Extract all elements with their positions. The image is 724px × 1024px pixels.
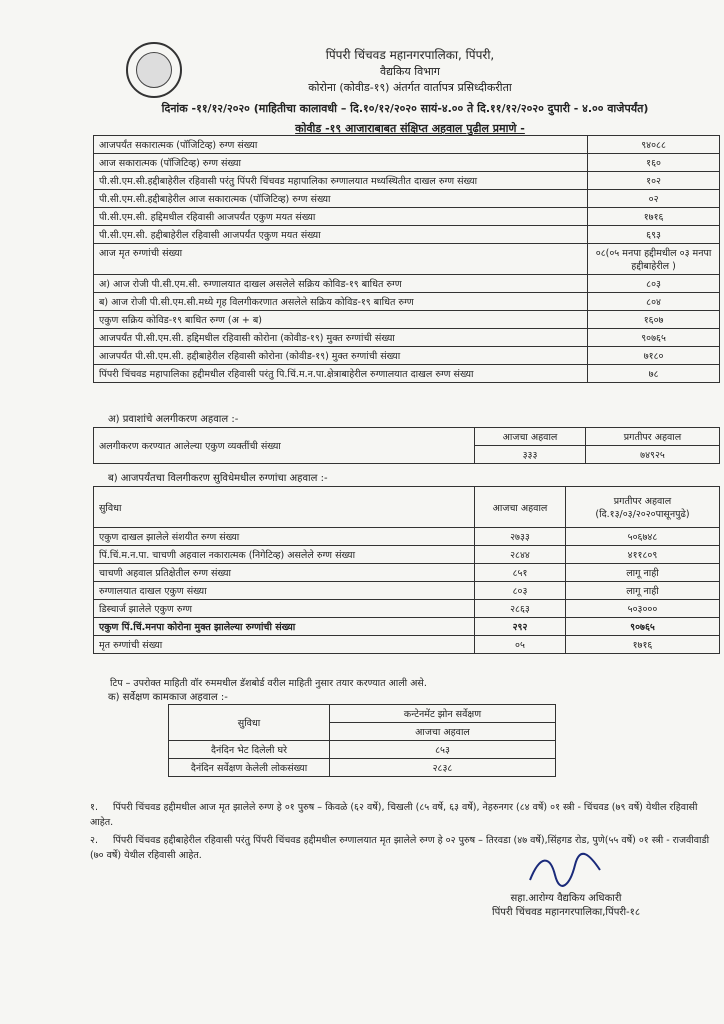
row-label: चाचणी अहवाल प्रतिक्षेतील रुग्ण संख्या: [94, 564, 475, 582]
survey-table: [168, 704, 556, 777]
row-today: २९२: [475, 618, 566, 636]
table-row: [94, 546, 720, 564]
isolation-today: ३३३: [475, 446, 586, 464]
row-label: पी.सी.एम.सी.हद्दीबाहेरील रहिवासी परंतु पिंपरी चिंचवड महापालिका रुग्णालयात मध्यस्थितीत दाखल रुग्ण संख्या: [94, 172, 588, 190]
row-today: ०५: [475, 636, 566, 654]
section-c-heading: क) सर्वेक्षण कामकाज अहवाल :-: [108, 692, 228, 703]
row-label: आज सकारात्मक (पॉजिटिव्ह) रुग्ण संख्या: [94, 154, 588, 172]
report-subtitle: कोवीड -१९ आजाराबाबत संक्षिप्त अहवाल पुढील प्रमाणे -: [295, 122, 525, 135]
row-today: २८४४: [475, 546, 566, 564]
table-row: [94, 190, 720, 208]
table-row: [169, 741, 556, 759]
row-progress: लागू नाही: [566, 582, 720, 600]
col-today-header: आजचा अहवाल: [475, 428, 586, 446]
row-label: मृत रुग्णांची संख्या: [94, 636, 475, 654]
row-today: ८५३: [330, 741, 556, 759]
row-label: पी.सी.एम.सी. हद्दीबाहेरील रहिवासी आजपर्यंत एकुण मयत संख्या: [94, 226, 588, 244]
row-label: दैनंदिन सर्वेक्षण केलेली लोकसंख्या: [169, 759, 330, 777]
row-value: ८०३: [588, 275, 720, 293]
table-row: [94, 329, 720, 347]
note-text: टिप – उपरोक्त माहिती वॉर रुममधील डॅशबोर्ड वरील माहिती नुसार तयार करण्यात आली असे.: [110, 678, 427, 689]
row-label: दैनंदिन भेट दिलेली घरे: [169, 741, 330, 759]
row-progress: ५०६७४८: [566, 528, 720, 546]
isolation-row-label: अलगीकरण करण्यात आलेल्या एकुण व्यक्तींची संख्या: [94, 428, 475, 464]
row-label: आज मृत रुग्णांची संख्या: [94, 244, 588, 275]
table-row: [94, 618, 720, 636]
handwritten-signature-icon: [520, 850, 610, 890]
row-progress: १७१६: [566, 636, 720, 654]
row-today: २७३३: [475, 528, 566, 546]
footnote-num: २.: [90, 835, 98, 846]
row-value: ७८: [588, 365, 720, 383]
col-group-header: कन्टेनमेंट झोन सर्वेक्षण: [330, 705, 556, 723]
table-row: [94, 293, 720, 311]
facility-table: [93, 486, 720, 654]
row-value: ०२: [588, 190, 720, 208]
row-label: एकुण सक्रिय कोविड-१९ बाधित रुग्ण (अ + ब): [94, 311, 588, 329]
row-label: पिं.चिं.म.न.पा. चाचणी अहवाल नकारात्मक (निगेटिव्ह) असलेले रुग्ण संख्या: [94, 546, 475, 564]
row-value: १७१६: [588, 208, 720, 226]
col-facility-header: सुविधा: [169, 705, 330, 741]
signature-block: [492, 890, 640, 918]
table-row: [94, 311, 720, 329]
table-row: [94, 244, 720, 275]
col-today-header: आजचा अहवाल: [475, 487, 566, 528]
row-value: ७१८०: [588, 347, 720, 365]
table-row: [94, 347, 720, 365]
row-today: ८०३: [475, 582, 566, 600]
section-b-heading: ब) आजपर्यंतचा विलगीकरण सुविधेमधील रुग्णांचा अहवाल :-: [108, 473, 328, 484]
row-value: १०२: [588, 172, 720, 190]
table-row: [94, 582, 720, 600]
row-label: पिंपरी चिंचवड महापालिका हद्दीमधील रहिवासी परंतु पि.चिं.म.न.पा.क्षेत्राबाहेरील रुग्णालयात दाखल रुग्ण संख्या: [94, 365, 588, 383]
pcmc-logo-icon: [126, 42, 182, 98]
row-value: ९०७६५: [588, 329, 720, 347]
row-progress: ५०३०००: [566, 600, 720, 618]
row-today: ८५१: [475, 564, 566, 582]
col-facility-header: सुविधा: [94, 487, 475, 528]
row-label: आजपर्यंत पी.सी.एम.सी. हद्दीबाहेरील रहिवासी कोरोना (कोवीड-१९) मुक्त रुग्णांची संख्या: [94, 347, 588, 365]
row-progress: ९०७६५: [566, 618, 720, 636]
col-today-header: आजचा अहवाल: [330, 723, 556, 741]
table-row: [94, 226, 720, 244]
row-label: रुग्णालयात दाखल एकुण संख्या: [94, 582, 475, 600]
table-row: [94, 172, 720, 190]
row-progress: लागू नाही: [566, 564, 720, 582]
row-label: आजपर्यंत पी.सी.एम.सी. हद्दिमधील रहिवासी कोरोना (कोवीड-१९) मुक्त रुग्णांची संख्या: [94, 329, 588, 347]
table-row: [94, 275, 720, 293]
table-row: [94, 136, 720, 154]
row-progress: ४११८०९: [566, 546, 720, 564]
isolation-progress: ७४९२५: [586, 446, 720, 464]
purpose-title: कोरोना (कोवीड-१९) अंतर्गत वार्तापत्र प्रसिध्दीकरीता: [308, 81, 512, 94]
table-row: [94, 600, 720, 618]
col-progress-header: प्रगतीपर अहवाल (दि.१३/०३/२०२०पासूनपुढे): [566, 487, 720, 528]
row-value: १६०: [588, 154, 720, 172]
row-label: एकुण दाखल झालेले संशयीत रुग्ण संख्या: [94, 528, 475, 546]
date-line: दिनांक -११/१२/२०२० (माहितीचा कालावधी – दि.१०/१२/२०२० सायं-४.०० ते दि.११/१२/२०२० दुपारी - ४.०० वाजेपर्यंत): [161, 102, 649, 115]
dept-title: वैद्यकिय विभाग: [380, 65, 440, 78]
row-label: पी.सी.एम.सी. हद्दिमधील रहिवासी आजपर्यंत एकुण मयत संख्या: [94, 208, 588, 226]
row-label: पी.सी.एम.सी.हद्दीबाहेरील आज सकारात्मक (पॉजिटिव्ह) रुग्ण संख्या: [94, 190, 588, 208]
col-progress-header: प्रगतीपर अहवाल: [586, 428, 720, 446]
isolation-table: [93, 427, 720, 464]
row-value: १६०७: [588, 311, 720, 329]
table-row: [94, 564, 720, 582]
table-row: [94, 154, 720, 172]
section-a-heading: अ) प्रवाशांचे अलगीकरण अहवाल :-: [108, 414, 239, 425]
row-label: अ) आज रोजी पी.सी.एम.सी. रुग्णालयात दाखल असलेले सक्रिय कोविड-१९ बाधित रुग्ण: [94, 275, 588, 293]
org-title: पिंपरी चिंचवड महानगरपालिका, पिंपरी,: [325, 48, 495, 62]
row-label: एकुण पिं.चिं.मनपा कोरोना मुक्त झालेल्या रुग्णांची संख्या: [94, 618, 475, 636]
footnote-text: पिंपरी चिंचवड हद्दीबाहेरील रहिवासी परंतु पिंपरी चिंचवड हद्दीमधील रुग्णालयात मृत झालेले रुग्ण हे ०२ पुरुष – तिरवडा (४७ वर्षे),सिंहगड रोड, पुणे(५५ वर्षे) ०१ स्त्री - राजवीवाडी (७० वर्षे) येथील रहिवासी आहेत.: [90, 835, 710, 861]
footnote-text: पिंपरी चिंचवड हद्दीमधील आज मृत झालेले रुग्ण हे ०१ पुरुष – किवळे (६२ वर्षे), चिखली (८५ वर्षे, ६३ वर्षे), नेहरुनगर (८४ वर्षे) ०१ स्त्री - चिंचवड (७९ वर्षे) येथील रहिवासी आहेत.: [90, 802, 698, 828]
table-row: [94, 528, 720, 546]
row-value: ८०४: [588, 293, 720, 311]
signature-title: सहा.आरोग्य वैद्यकिय अधिकारी: [510, 893, 622, 904]
row-label: ब) आज रोजी पी.सी.एम.सी.मध्ये गृह विलगीकरणात असलेले सक्रिय कोविड-१९ बाधित रुग्ण: [94, 293, 588, 311]
table-row: [94, 208, 720, 226]
summary-table: [93, 135, 720, 383]
row-label: आजपर्यंत सकारात्मक (पॉजिटिव्ह) रुग्ण संख्या: [94, 136, 588, 154]
signature-org: पिंपरी चिंचवड महानगरपालिका,पिंपरी-१८: [492, 907, 641, 918]
footnote-2: [90, 833, 710, 863]
row-value: ०८(०५ मनपा हद्दीमधील ०३ मनपा हद्दीबाहेरील ): [588, 244, 720, 275]
footnote-num: १.: [90, 802, 98, 813]
row-value: ९४०८८: [588, 136, 720, 154]
footnote-1: [90, 800, 710, 830]
table-row: [94, 365, 720, 383]
table-row: [94, 636, 720, 654]
row-label: डिस्चार्ज झालेले एकुण रुग्ण: [94, 600, 475, 618]
table-row: [169, 759, 556, 777]
row-value: ६९३: [588, 226, 720, 244]
row-today: २८६३: [475, 600, 566, 618]
row-today: २८३८: [330, 759, 556, 777]
